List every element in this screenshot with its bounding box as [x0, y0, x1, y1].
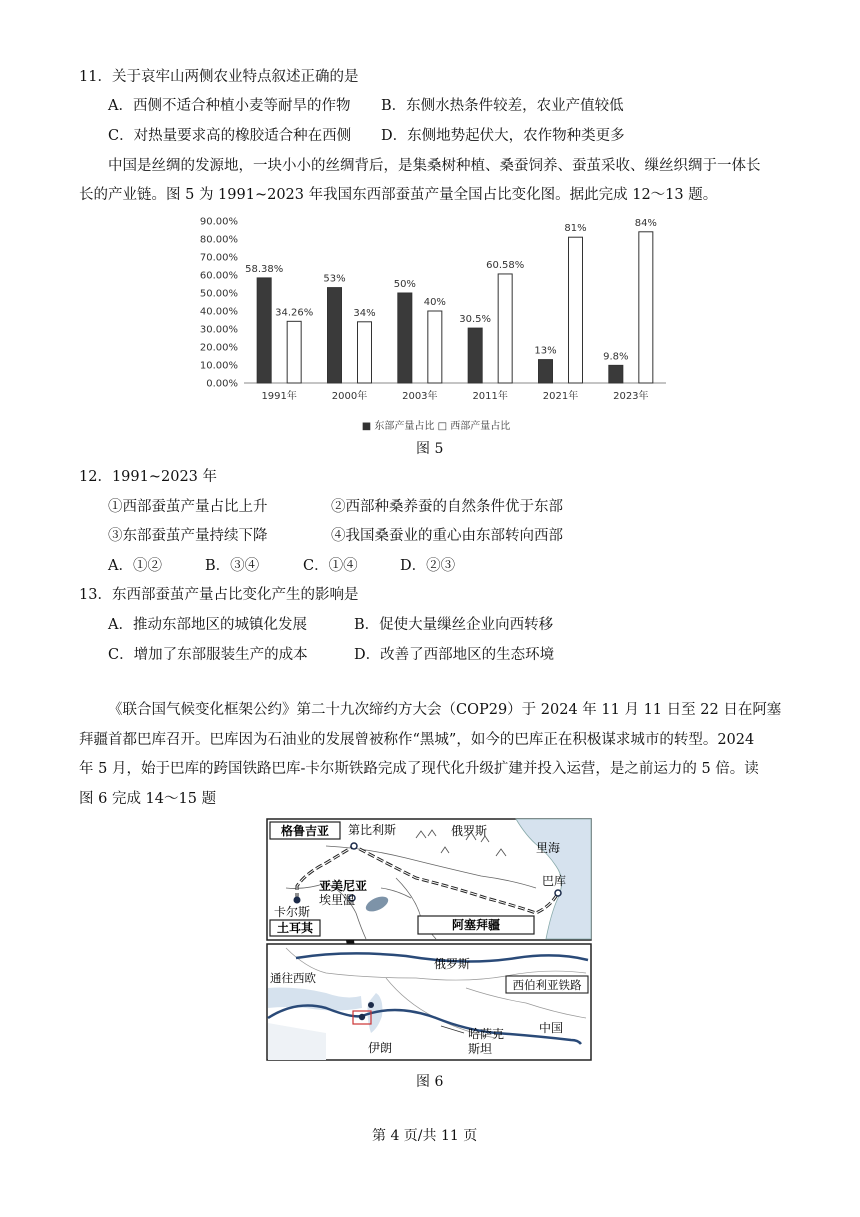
q13-option-d: D．改善了西部地区的生态环境 — [354, 647, 555, 663]
q12-option-c: C．①④ — [303, 558, 358, 574]
data-label-west: 60.58% — [486, 259, 525, 271]
q13-stem: 13．东西部蚕茧产量占比变化产生的影响是 — [79, 587, 359, 603]
label-kazakhstan-1: 哈萨克 — [468, 1027, 505, 1041]
baku-dot — [555, 890, 561, 896]
y-tick-label: 30.00% — [199, 324, 238, 336]
y-tick-label: 0.00% — [206, 378, 238, 390]
x-tick-label: 2003年 — [402, 391, 438, 402]
y-tick-label: 20.00% — [199, 342, 238, 354]
label-armenia: 亚美尼亚 — [319, 879, 368, 893]
q13-option-b: B．促使大量缫丝企业向西转移 — [354, 617, 554, 633]
bar-chart-svg — [196, 207, 676, 439]
label-russia-bottom: 俄罗斯 — [434, 957, 471, 971]
q12-option-a: A．①② — [108, 558, 162, 574]
data-label-east: 53% — [323, 273, 346, 285]
chart-legend: ■ 东部产量占比 □ 西部产量占比 — [361, 421, 511, 432]
label-iran: 伊朗 — [368, 1041, 393, 1055]
label-caspian: 里海 — [536, 841, 561, 855]
intro1-line1: 中国是丝绸的发源地，一块小小的丝绸背后，是集桑树种植、桑蚕饲养、蚕茧采收、缫丝织绸于一体长 — [108, 158, 761, 174]
city-marker — [368, 1002, 374, 1008]
bar-west — [428, 311, 442, 383]
x-tick-label: 2011年 — [472, 391, 508, 402]
intro2-line4: 图 6 完成 14～15 题 — [79, 791, 217, 807]
x-tick-label: 2000年 — [331, 391, 368, 402]
bottom-overview-map — [267, 944, 591, 1060]
q11-option-d: D．东侧地势起伏大，农作物种类更多 — [381, 128, 625, 144]
intro2-line3: 年 5 月，始于巴库的跨国铁路巴库-卡尔斯铁路完成了现代化升级扩建并投入运营，是之前运力的 5 倍。读 — [79, 761, 759, 777]
bar-east — [257, 278, 271, 383]
intro2-line2: 拜疆首都巴库召开。巴库因为石油业的发展曾被称作“黑城”，如今的巴库正在积极谋求城市的转型。2024 — [79, 732, 755, 748]
bar-east — [398, 293, 412, 383]
label-azerbaijan: 阿塞拜疆 — [451, 918, 501, 932]
q13-option-c: C．增加了东部服装生产的成本 — [108, 647, 308, 663]
figure6-map — [266, 818, 592, 1062]
bar-west — [639, 232, 653, 383]
figure5-caption: 图 5 — [416, 441, 444, 457]
kars-dot — [294, 897, 301, 904]
intro2-line1: 《联合国气候变化框架公约》第二十九次缔约方大会（COP29）于 2024 年 11 月 11 日至 22 日在阿塞 — [108, 702, 782, 718]
y-tick-label: 90.00% — [199, 216, 238, 228]
tbilisi-dot — [351, 843, 357, 849]
bar-east — [468, 328, 482, 383]
data-label-east: 58.38% — [245, 263, 284, 275]
x-tick-label: 1991年 — [261, 391, 297, 402]
label-russia-top: 俄罗斯 — [451, 824, 488, 838]
x-tick-label: 2021年 — [542, 391, 579, 402]
bar-east — [539, 360, 553, 383]
top-inset-map — [267, 819, 591, 940]
q12-option-b: B．③④ — [205, 558, 260, 574]
y-tick-label: 80.00% — [199, 234, 238, 246]
baku-marker — [359, 1014, 365, 1020]
q12-option-d: D．②③ — [400, 558, 456, 574]
label-siberian-railway: 西伯利亚铁路 — [512, 978, 582, 992]
q11-option-b: B．东侧水热条件较差，农业产值较低 — [381, 98, 624, 114]
data-label-west: 84% — [634, 217, 657, 229]
label-to-west-europe: 通往西欧 — [270, 971, 316, 985]
q12-statement-3: ③东部蚕茧产量持续下降 — [108, 528, 268, 544]
data-label-west: 81% — [564, 223, 587, 235]
intro1-line2: 长的产业链。图 5 为 1991~2023 年我国东西部蚕茧产量全国占比变化图。据此完成 12～13 题。 — [79, 187, 718, 203]
figure6-caption: 图 6 — [416, 1074, 444, 1090]
label-yerevan: 埃里温 — [319, 893, 356, 907]
data-label-east: 30.5% — [459, 314, 492, 326]
data-label-west: 34% — [353, 307, 376, 319]
bar-east — [609, 365, 623, 383]
label-georgia: 格鲁吉亚 — [280, 824, 330, 838]
bar-west — [569, 237, 583, 383]
label-china: 中国 — [539, 1021, 564, 1035]
map-svg — [266, 818, 592, 1062]
q11-stem: 11．关于哀牢山两侧农业特点叙述正确的是 — [79, 69, 359, 85]
y-tick-label: 60.00% — [199, 270, 238, 282]
x-tick-label: 2023年 — [613, 391, 649, 402]
label-kazakhstan-2: 斯坦 — [468, 1042, 493, 1056]
label-kars: 卡尔斯 — [274, 905, 311, 919]
page-footer: 第 4 页/共 11 页 — [372, 1128, 478, 1144]
y-tick-label: 10.00% — [199, 360, 238, 372]
bar-west — [498, 274, 512, 383]
y-tick-label: 50.00% — [199, 288, 238, 300]
bar-west — [358, 322, 372, 383]
data-label-west: 40% — [423, 297, 446, 308]
figure5-chart — [196, 207, 676, 439]
q13-option-a: A．推动东部地区的城镇化发展 — [108, 617, 307, 633]
y-tick-label: 70.00% — [199, 252, 238, 264]
data-label-east: 50% — [393, 279, 416, 290]
bar-east — [328, 288, 342, 383]
q11-option-a: A．西侧不适合种植小麦等耐旱的作物 — [108, 98, 351, 114]
label-baku: 巴库 — [542, 874, 567, 888]
label-turkey: 土耳其 — [276, 921, 314, 935]
data-label-east: 9.8% — [603, 351, 629, 363]
q12-statement-1: ①西部蚕茧产量占比上升 — [108, 499, 268, 515]
q12-statement-2: ②西部种桑养蚕的自然条件优于东部 — [331, 499, 563, 515]
data-label-east: 13% — [534, 345, 557, 357]
q12-statement-4: ④我国桑蚕业的重心由东部转向西部 — [331, 528, 563, 544]
data-label-west: 34.26% — [275, 307, 314, 319]
q11-option-c: C．对热量要求高的橡胶适合种在西侧 — [108, 128, 352, 144]
y-tick-label: 40.00% — [199, 306, 238, 318]
bar-west — [287, 321, 301, 383]
q12-stem: 12．1991~2023 年 — [79, 469, 218, 485]
label-tbilisi: 第比利斯 — [348, 823, 397, 837]
